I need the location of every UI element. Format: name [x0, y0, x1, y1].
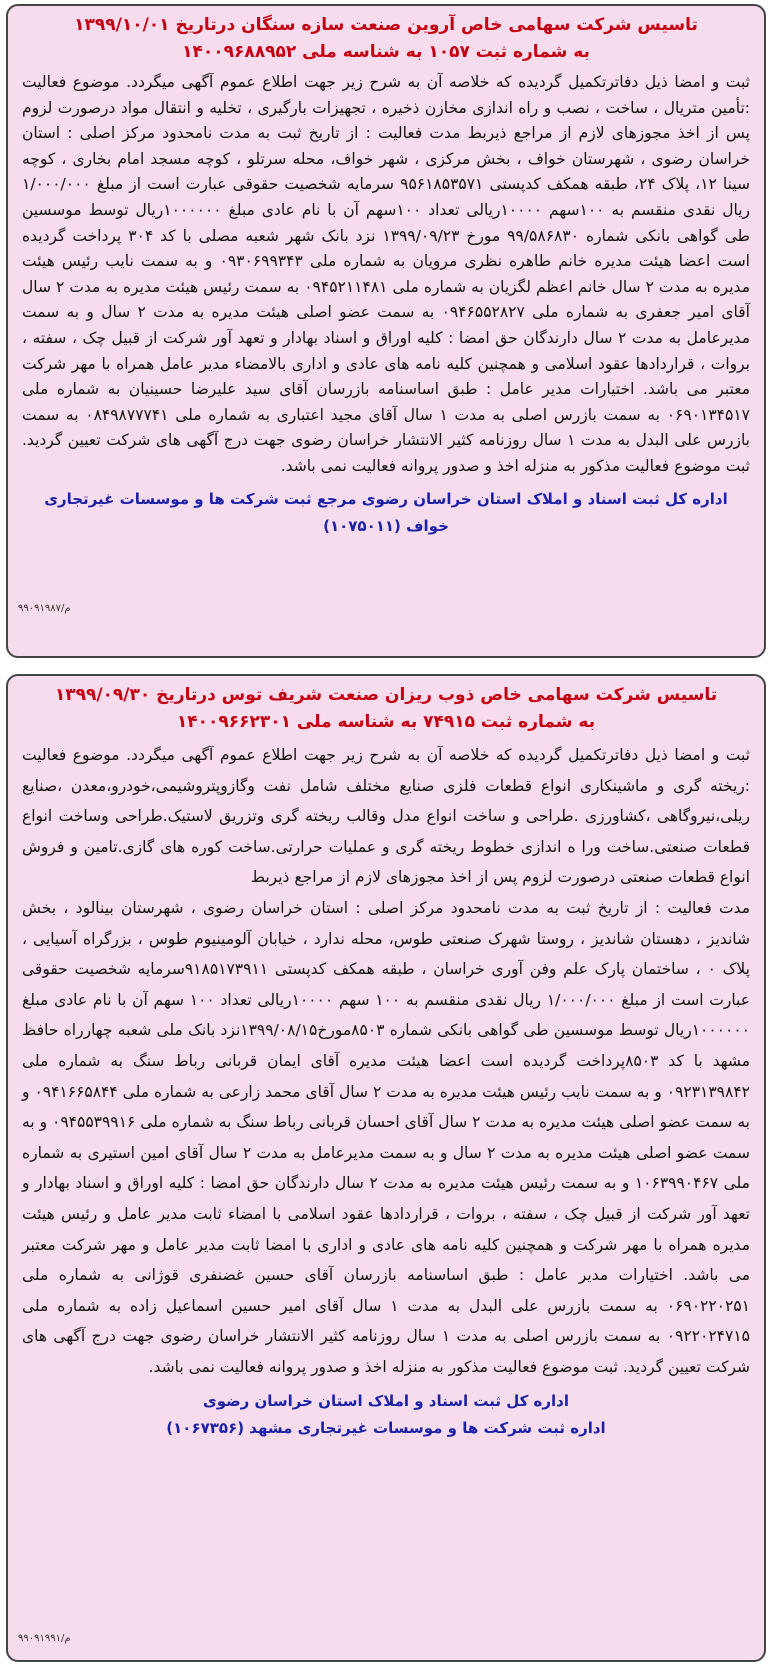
- notice-title-line-1: تاسیس شرکت سهامی خاص آروین صنعت سازه سنگان درتاریخ ۱۳۹۹/۱۰/۰۱: [74, 15, 698, 35]
- notice-arvin-company: [6, 4, 766, 658]
- notice-title-line-2: به شماره ثبت ۷۴۹۱۵ به شناسه ملی ۱۴۰۰۹۶۶۲۳۰۱: [176, 712, 596, 732]
- notice-body-paragraph-1: ثبت و امضا ذیل دفاترتکمیل گردیده که خلاصه آن به شرح زیر جهت اطلاع عموم آگهی میگردد. موضوع فعالیت :ریخته گری و ماشینکاری انواع قطعات فلزی صنایع مختلف شامل نفت وگازوپتروشیمی،خودرو،معدن ،صنایع ریلی،نیروگاهی ،کشاورزی .طراحی و ساخت انواع مدل وقالب ریخته گری وتزریق لاستیک.طراحی وساخت انواع قطعات صنعتی.ساخت ورا ه اندازی خطوط ریخته گری و عملیات حرارتی.ساخت کوره های گازی.تامین و فروش انواع قطعات صنعتی درصورت لزوم پس از اخذ مجوزهای لازم از مراجع ذیربط: [22, 746, 750, 887]
- notice-title-line-1: تاسیس شرکت سهامی خاص ذوب ریزان صنعت شریف توس درتاریخ ۱۳۹۹/۰۹/۳۰: [54, 685, 718, 705]
- notice-zob-rizan-company: [6, 674, 766, 1662]
- notice-footer-registry: اداره کل ثبت اسناد و املاک استان خراسان رضوی مرجع ثبت شرکت ها و موسسات غیرتجاری خواف (۱۰۷۵۰۱۱): [44, 489, 728, 535]
- notice-body: [22, 740, 750, 1382]
- notice-footer-line-2: اداره ثبت شرکت ها و موسسات غیرتجاری مشهد (۱۰۶۷۳۵۶): [166, 1419, 606, 1438]
- notice-reference-code: م/۹۹۰۹۱۹۸۷: [18, 603, 71, 614]
- notice-footer-line-1: اداره کل ثبت اسناد و املاک استان خراسان رضوی: [202, 1392, 570, 1411]
- notice-body: [22, 70, 750, 480]
- notice-body-text: ثبت و امضا ذیل دفاترتکمیل گردیده که خلاصه آن به شرح زیر جهت اطلاع عموم آگهی میگردد. موضوع فعالیت :تأمین متریال ، ساخت ، نصب و راه اندازی مخازن ذخیره ، تجهیزات بارگیری ، تخلیه و انتقال مواد درصورت لزوم پس از اخذ مجوزهای لازم از مراجع ذیربط مدت فعالیت : از تاریخ ثبت به مدت نامحدود مرکز اصلی : استان خراسان رضوی ، شهرستان خواف ، بخش مرکزی ، شهر خواف، محله سرتلو ، کوچه مسجد امام بخاری ، کوچه سینا ۱۲، پلاک ۲۴، طبقه همکف کدپستی ۹۵۶۱۸۵۳۵۷۱ سرمایه شخصیت حقوقی عبارت است از مبلغ ۱/۰۰۰/۰۰۰ ریال نقدی منقسم به ۱۰۰سهم ۱۰۰۰۰ریالی تعداد ۱۰۰سهم آن با نام عادی مبلغ ۱۰۰۰۰۰۰ریال توسط موسسین طی گواهی بانکی شماره ۹۹/۵۸۶۸۳۰ مورخ ۱۳۹۹/۰۹/۲۳ نزد بانک شهر شعبه مصلی با کد ۳۰۴ پرداخت گردیده است اعضا هیئت مدیره خانم طاهره نظری مرویان به شماره ملی ۰۹۳۰۶۹۹۳۴۳ و به سمت نایب رئیس هیئت مدیره به مدت ۲ سال خانم اعظم لگزیان به شماره ملی ۰۹۴۵۲۱۱۴۸۱ به سمت رئیس هیئت مدیره به مدت ۲ سال آقای امیر جعفری به شماره ملی ۰۹۴۶۵۵۲۸۲۷ به سمت عضو اصلی هیئت مدیره به مدت ۲ سال و به سمت مدیرعامل به مدت ۲ سال دارندگان حق امضا : کلیه اوراق و اسناد بهادار و تعهد آور شرکت از قبیل چک ، سفته ، بروات ، قراردادها عقود اسلامی و همچنین کلیه نامه های عادی و اداری بالامضاء مدیر عامل همراه با مهر شرکت معتبر می باشد. اختیارات مدیر عامل : طبق اساسنامه بازرسان آقای سید علیرضا حسینیان به شماره ملی ۰۶۹۰۱۳۴۵۱۷ به سمت بازرس اصلی به مدت ۱ سال آقای مجید اعتباری به شماره ملی ۰۸۴۹۸۷۷۷۴۱ به سمت بازرس علی البدل به مدت ۱ سال روزنامه کثیر الانتشار خراسان رضوی جهت درج آگهی های شرکت تعیین گردید. ثبت موضوع فعالیت مذکور به منزله اخذ و صدور پروانه فعالیت نمی باشد.: [22, 73, 751, 475]
- notice-reference-code: م/۹۹۰۹۱۹۹۱: [18, 1633, 71, 1644]
- notice-body-paragraph-2: مدت فعالیت : از تاریخ ثبت به مدت نامحدود مرکز اصلی : استان خراسان رضوی ، شهرستان بینالود ، بخش شاندیز ، دهستان شاندیز ، روستا شهرک صنعتی طوس، محله ندارد ، خیابان آلومینیوم طوس ، بزرگراه آسیایی ، پلاک ۰ ، ساختمان پارک علم وفن آوری خراسان ، طبقه همکف کدپستی ۹۱۸۵۱۷۳۹۱۱سرمایه شخصیت حقوقی عبارت است از مبلغ ۱/۰۰۰/۰۰۰ ریال نقدی منقسم به ۱۰۰ سهم ۱۰۰۰۰ریالی تعداد ۱۰۰ سهم آن با نام عادی مبلغ ۱۰۰۰۰۰۰ریال توسط موسسین طی گواهی بانکی شماره ۸۵۰۳مورخ۱۳۹۹/۰۸/۱۵نزد بانک ملی شعبه چهارراه حافظ مشهد با کد ۸۵۰۳پرداخت گردیده است اعضا هیئت مدیره آقای ایمان قربانی رباط سنگ به شماره ملی ۰۹۲۳۱۳۹۸۴۲ و به سمت نایب رئیس هیئت مدیره به مدت ۲ سال آقای محمد زارعی به شماره ملی ۰۹۴۱۶۶۵۸۴۴ و به سمت عضو اصلی هیئت مدیره به مدت ۲ سال آقای احسان قربانی رباط سنگ به شماره ملی ۰۹۴۵۵۳۹۹۱۶ و به سمت عضو اصلی هیئت مدیره به مدت ۲ سال و به سمت مدیرعامل به مدت ۲ سال آقای امین استیری به شماره ملی ۱۰۶۳۹۹۰۴۶۷ و به سمت رئیس هیئت مدیره به مدت ۲ سال دارندگان حق امضا : کلیه اوراق و اسناد بهادار و تعهد آور شرکت از قبیل چک ، سفته ، بروات ، قراردادها عقود اسلامی با امضاء ثابت مدیر عامل و رئیس هیئت مدیره همراه با مهر شرکت و همچنین کلیه نامه های عادی و اداری با امضا ثابت مدیر عامل و مهر شرکت معتبر می باشد. اختیارات مدیر عامل : طبق اساسنامه بازرسان آقای حسین غضنفری قوژانی به شماره ملی ۰۶۹۰۲۲۰۲۵۱ به سمت بازرس علی البدل به مدت ۱ سال آقای امیر حسین اسماعیل زاده به شماره ملی ۰۹۲۲۰۲۴۷۱۵ به سمت بازرس اصلی به مدت ۱ سال روزنامه کثیر الانتشار خراسان رضوی جهت درج آگهی های شرکت تعیین گردید. ثبت موضوع فعالیت مذکور به منزله اخذ و صدور پروانه فعالیت نمی باشد.: [22, 898, 751, 1376]
- notice-title-line-2: به شماره ثبت ۱۰۵۷ به شناسه ملی ۱۴۰۰۹۶۸۸۹۵۲: [182, 42, 590, 62]
